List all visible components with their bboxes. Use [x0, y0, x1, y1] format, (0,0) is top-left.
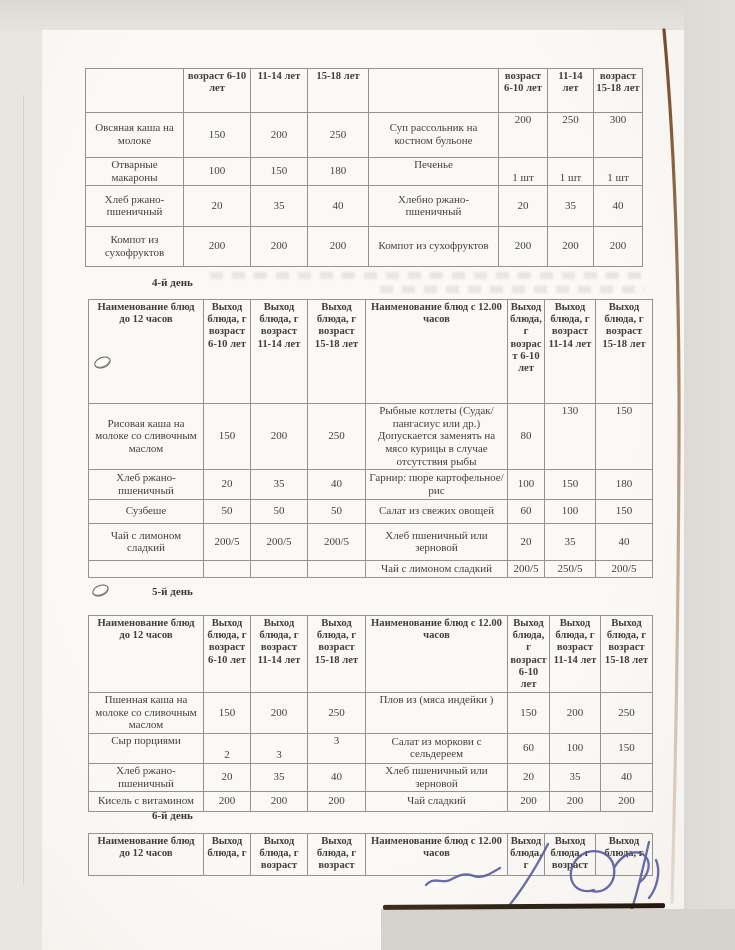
table-header-cell: Выход блюда, г возраст 6-10 лет [508, 616, 550, 693]
table-cell: 100 [184, 158, 251, 186]
table-header-cell [369, 69, 499, 113]
table-header-cell: Выход блюда, г возраст 11-14 лет [251, 616, 308, 693]
table-header-cell: 11-14 лет [251, 69, 308, 113]
table-header-cell: Выход блюда, г возраст [251, 834, 308, 876]
table-header-cell: Выход блюда, г возраст 6-10 лет [204, 300, 251, 404]
table-cell: 20 [184, 186, 251, 227]
table-cell: 150 [601, 733, 653, 763]
table-cell: 200/5 [251, 524, 308, 561]
table-header-cell: Выход блюда, г возраст 15-18 лет [308, 300, 366, 404]
table-cell: 20 [508, 524, 545, 561]
table-cell: 200/5 [204, 524, 251, 561]
table-header-cell: возраст 6-10 лет [184, 69, 251, 113]
table-cell: Печенье [369, 158, 499, 186]
table-cell: 35 [545, 524, 596, 561]
table-header-cell: 15-18 лет [308, 69, 369, 113]
table-cell: 50 [308, 500, 366, 524]
table-cell: 40 [308, 763, 366, 791]
table-cell: 200/5 [308, 524, 366, 561]
table-header-cell: Выход блюда, г возраст 15-18 лет [596, 300, 653, 404]
table-cell [251, 561, 308, 578]
table-cell: 20 [508, 763, 550, 791]
table-header-cell: Выход блюда, г [596, 834, 653, 876]
table-cell [308, 561, 366, 578]
table-cell: Пшенная каша на молоке со сливочным маслом [89, 693, 204, 734]
table-cell: Чай с лимоном сладкий [89, 524, 204, 561]
table-cell: 60 [508, 500, 545, 524]
table-cell: 200 [601, 792, 653, 812]
table-header-cell: Выход блюда, г возраст 15-18 лет [601, 616, 653, 693]
table-cell: 150 [596, 404, 653, 470]
table-header-cell: возраст 6-10 лет [499, 69, 548, 113]
table-cell: 3 [308, 733, 366, 763]
table-cell: 200 [184, 227, 251, 267]
table-cell: 250 [601, 693, 653, 734]
table-cell: 35 [251, 186, 308, 227]
table-header-cell: Выход блюда, г возраст 11-14 лет [545, 300, 596, 404]
bleed-through-text [380, 286, 645, 293]
table-cell: Компот из сухофруктов [86, 227, 184, 267]
table-cell: 35 [251, 470, 308, 500]
table-cell: Кисель с витамином [89, 792, 204, 812]
table-cell: 150 [508, 693, 550, 734]
table-cell: Гарнир: пюре картофельное/рис [366, 470, 508, 500]
table-cell: 300 [594, 113, 643, 158]
table-cell: 20 [204, 470, 251, 500]
table-cell: 180 [308, 158, 369, 186]
table-header-cell: Наименование блюд до 12 часов [89, 300, 204, 404]
table-cell: 150 [251, 158, 308, 186]
menu-table-day4 [88, 299, 653, 578]
table-cell: 40 [308, 470, 366, 500]
table-cell: Чай с лимоном сладкий [366, 561, 508, 578]
table-cell: 200 [594, 227, 643, 267]
table-header-cell: Наименование блюд до 12 часов [89, 616, 204, 693]
table-header-cell: возраст 15-18 лет [594, 69, 643, 113]
table-cell: Суп рассольник на костном бульоне [369, 113, 499, 158]
table-header-cell: Выход блюда, г возраст 11-14 лет [251, 300, 308, 404]
table-cell [204, 561, 251, 578]
table-cell: 200 [499, 113, 548, 158]
table-header-cell: Выход блюда, г [508, 834, 545, 876]
table-cell: Отварные макароны [86, 158, 184, 186]
table-cell: 40 [596, 524, 653, 561]
table-cell: 150 [184, 113, 251, 158]
table-cell: 100 [550, 733, 601, 763]
table-header-cell: 11-14 лет [548, 69, 594, 113]
table-cell: 200 [251, 113, 308, 158]
table-header-cell: Выход блюда, г возраст 6-10 лет [204, 616, 251, 693]
day4-label: 4-й день [152, 277, 193, 289]
table-cell: 180 [596, 470, 653, 500]
menu-table-day5 [88, 615, 653, 812]
table-cell: 35 [550, 763, 601, 791]
table-cell: Салат из моркови с сельдереем [366, 733, 508, 763]
table-cell: 150 [204, 404, 251, 470]
table-header-cell: Наименование блюд с 12.00 часов [366, 616, 508, 693]
table-cell: Сыр порциями [89, 733, 204, 763]
menu-table-day3 [85, 68, 643, 267]
table-cell: Хлеб ржано-пшеничный [89, 763, 204, 791]
table-cell: Хлеб пшеничный или зерновой [366, 763, 508, 791]
table-cell: 20 [204, 763, 251, 791]
table-cell [89, 561, 204, 578]
bleed-through-text [210, 272, 650, 279]
scan-background-bottom [381, 909, 735, 950]
table-header-cell: Выход блюда, г возраст 6-10 лет [508, 300, 545, 404]
table-header-cell: Наименование блюд до 12 часов [89, 834, 204, 876]
table-cell: 40 [594, 186, 643, 227]
table-header-cell: Наименование блюд с 12.00 часов [366, 300, 508, 404]
table-cell: Хлеб пшеничный или зерновой [366, 524, 508, 561]
table-cell: 200 [308, 227, 369, 267]
table-cell: Салат из свежих овощей [366, 500, 508, 524]
table-header-cell: Выход блюда, г возраст [308, 834, 366, 876]
table-cell: 200/5 [508, 561, 545, 578]
table-cell: Чай сладкий [366, 792, 508, 812]
day5-label: 5-й день [152, 586, 193, 598]
table-cell: 20 [499, 186, 548, 227]
table-cell: Плов из (мяса индейки ) [366, 693, 508, 734]
table-cell: 200 [251, 227, 308, 267]
table-cell: Овсяная каша на молоке [86, 113, 184, 158]
table-cell: Рыбные котлеты (Судак/пангасиус или др.) Допускается заменять на мясо курицы в случае отсутствия рыбы [366, 404, 508, 470]
table-cell: 50 [251, 500, 308, 524]
table-cell: 200 [204, 792, 251, 812]
table-cell: 35 [251, 763, 308, 791]
table-cell: Рисовая каша на молоке со сливочным маслом [89, 404, 204, 470]
table-cell: 35 [548, 186, 594, 227]
table-cell: 100 [508, 470, 545, 500]
table-header-cell: Выход блюда, г возраст 15-18 лет [308, 616, 366, 693]
table-cell: 60 [508, 733, 550, 763]
table-cell: 200 [251, 693, 308, 734]
table-cell: 250 [308, 404, 366, 470]
table-cell: 200/5 [596, 561, 653, 578]
table-cell: 100 [545, 500, 596, 524]
table-header-cell: Выход блюда, г возраст [545, 834, 596, 876]
scan-background-top [0, 0, 735, 32]
table-cell: 40 [601, 763, 653, 791]
table-cell: 1 шт [548, 158, 594, 186]
paper-edge-curl [652, 26, 692, 906]
table-cell: 200 [548, 227, 594, 267]
day6-label: 6-й день [152, 810, 193, 822]
table-cell: 250/5 [545, 561, 596, 578]
table-header-cell: Выход блюда, г [204, 834, 251, 876]
table-cell: 200 [251, 404, 308, 470]
table-cell: 200 [550, 792, 601, 812]
table-cell: 50 [204, 500, 251, 524]
table-cell: 3 [251, 733, 308, 763]
table-cell: 200 [308, 792, 366, 812]
table-cell: 150 [204, 693, 251, 734]
table-cell: 130 [545, 404, 596, 470]
table-cell: 80 [508, 404, 545, 470]
table-cell: Хлеб ржано-пшеничный [86, 186, 184, 227]
table-cell: 1 шт [594, 158, 643, 186]
table-cell: Сузбеше [89, 500, 204, 524]
menu-table [85, 68, 643, 267]
table-cell: Хлеб ржано-пшеничный [89, 470, 204, 500]
table-cell: 150 [545, 470, 596, 500]
table-cell: 150 [596, 500, 653, 524]
table-cell: 250 [308, 113, 369, 158]
paper-crease [23, 95, 24, 885]
table-header-cell: Наименование блюд с 12.00 часов [366, 834, 508, 876]
menu-table [88, 299, 653, 578]
table-cell: Хлебно ржано-пшеничный [369, 186, 499, 227]
table-cell: 200 [251, 792, 308, 812]
table-cell: 2 [204, 733, 251, 763]
table-cell: 40 [308, 186, 369, 227]
table-header-cell: Выход блюда, г возраст 11-14 лет [550, 616, 601, 693]
table-cell: 250 [548, 113, 594, 158]
table-cell: 1 шт [499, 158, 548, 186]
table-cell: 200 [550, 693, 601, 734]
table-cell: Компот из сухофруктов [369, 227, 499, 267]
table-cell: 250 [308, 693, 366, 734]
table-header-cell [86, 69, 184, 113]
menu-table [88, 615, 653, 812]
table-cell: 200 [499, 227, 548, 267]
table-cell: 200 [508, 792, 550, 812]
